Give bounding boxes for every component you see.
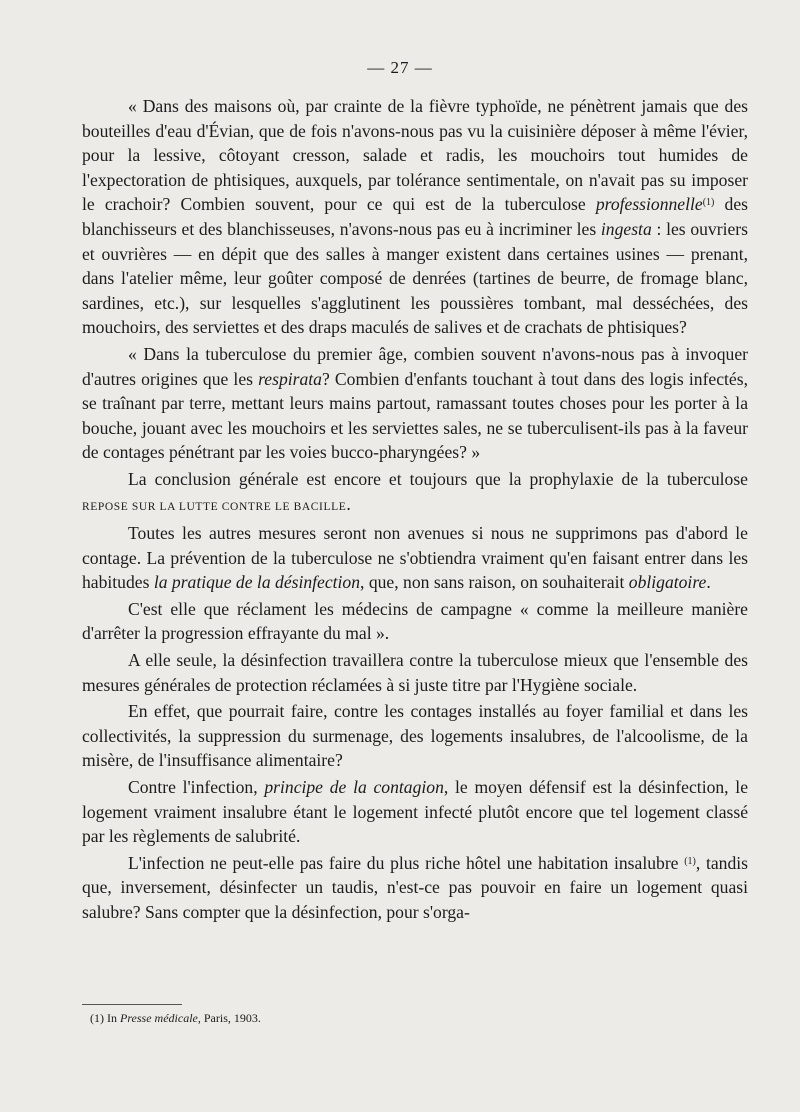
paragraph — [82, 94, 748, 340]
footnote-divider — [82, 1004, 182, 1005]
text-segment: En effet, que pourrait faire, contre les contages installés au foyer familial et dans les collectivités, la suppression du surmenage, des logements insalubres, de l'alcoolisme, de la misère, de l'insuffisance alimentaire? — [82, 701, 748, 771]
text-segment: REPOSE SUR LA LUTTE CONTRE LE BACILLE — [82, 500, 347, 513]
paragraph — [82, 648, 748, 697]
text-segment: « Dans la tuberculose du premier âge, combien souvent n'avons-nous pas à invoquer d'autres origines que les — [82, 343, 748, 389]
text-segment: La conclusion générale est encore et toujours que la prophylaxie de la tuberculose — [128, 468, 748, 489]
text-segment: « Dans des maisons où, par crainte de la fièvre typhoïde, ne pénètrent jamais que des bouteilles d'eau d'Évian, que de fois n'avons-nous pas vu la cuisinière déposer à même l'évier, pour la lessive, côtoyant cresson, salade et radis, les mouchoirs tout humides de l'expectoration de phtisiques, auxquels, par tolérance sentimentale, on n'avait pas su imposer le crachoir? Combien souvent, pour ce qui est de la tuberculose — [82, 96, 748, 215]
footnote-suffix: , Paris, 1903. — [197, 1011, 261, 1025]
body-text — [82, 94, 748, 925]
footnote-prefix: In — [107, 1011, 120, 1025]
paragraph — [82, 597, 748, 646]
text-segment: . — [706, 572, 711, 593]
text-segment: , tandis que, inversement, désinfecter un taudis, n'est-ce pas pouvoir en faire un logement quasi salubre? Sans compter que la désinfection, pour s'orga- — [82, 852, 748, 922]
text-segment: L'infection ne peut-elle pas faire du plus riche hôtel une habitation insalubre — [128, 852, 685, 873]
paragraph — [82, 851, 748, 925]
footnote-mark: (1) — [90, 1011, 104, 1025]
paragraph — [82, 699, 748, 773]
footnote-journal: Presse médicale — [120, 1011, 198, 1025]
text-segment: Contre l'infection, — [128, 777, 265, 798]
paragraph — [82, 467, 748, 519]
footnote — [90, 1011, 261, 1026]
text-segment: , le moyen défensif est la désinfection, le logement vraiment insalubre étant le logement infecté plutôt encore que tel logement classé par les règlements de salubrité. — [82, 777, 749, 847]
paragraph — [82, 342, 748, 465]
footnote-reference: (1) — [702, 197, 715, 209]
text-segment: : les ouvriers et ouvrières — en dépit que des salles à manger existent dans certaines usines — prenant, dans l'atelier même, leur goûter composé de denrées (tartines de beurre, de fromage blanc, sardines, etc.), sur lesquelles s'agglutinent les poussières tombant, mal desséchées, des mouchoirs, des serviettes et des draps maculés de salives et de crachats de phtisiques? — [82, 218, 748, 338]
text-segment: Toutes les autres mesures seront non avenues si nous ne supprimons pas d'abord le contage. La prévention de la tuberculose ne s'obtiendra vraiment qu'en faisant entrer dans les habitudes — [82, 523, 748, 593]
italic-text: la pratique de la désinfection — [153, 572, 361, 593]
italic-text: professionnelle — [595, 194, 703, 215]
text-segment: . — [346, 493, 351, 514]
paragraph — [82, 521, 748, 595]
page-number: — 27 — — [367, 58, 433, 77]
text-segment: des blanchisseurs et des blanchisseuses, n'avons-nous pas eu à incriminer les — [82, 194, 748, 239]
italic-text: obligatoire — [628, 572, 707, 593]
italic-text: ingesta — [600, 218, 652, 239]
paragraph — [82, 775, 748, 849]
text-segment: A elle seule, la désinfection travaillera contre la tuberculose mieux que l'ensemble des mesures générales de protection réclamées à si juste titre par l'Hygiène sociale. — [82, 650, 748, 695]
text-segment: , que, non sans raison, on souhaiterait — [360, 572, 629, 593]
italic-text: respirata — [258, 368, 322, 389]
text-segment: ? Combien d'enfants touchant à tout dans des logis infectés, se traînant par terre, mettant leurs mains partout, ramassant toutes choses pour les porter à la bouche, jouant avec les mouchoirs et les serviettes sales, ne se tuberculisent-ils pas à la faveur de contages pénétrant par les voies bucco-pharyngées? » — [82, 368, 748, 463]
italic-text: principe de la contagion — [264, 777, 444, 798]
text-segment: C'est elle que réclament les médecins de campagne « comme la meilleure manière d'arrêter la progression effrayante du mal ». — [82, 598, 748, 644]
footnote-reference: (1) — [684, 855, 696, 867]
